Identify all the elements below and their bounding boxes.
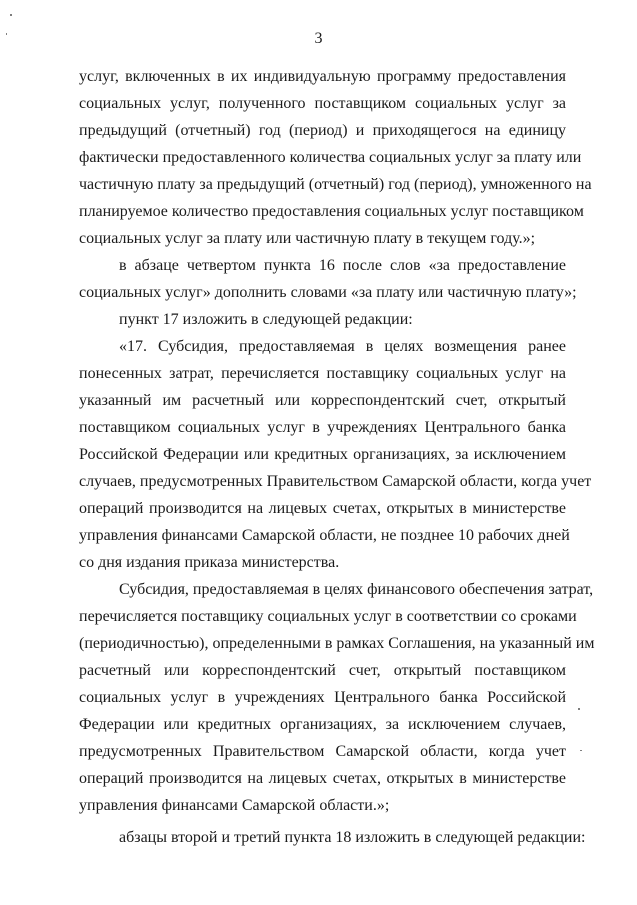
- page-number: 3: [314, 30, 323, 47]
- text-line: Федерации или кредитных организациях, за исключением случаев,: [79, 716, 566, 733]
- text-line: поставщиком социальных услуг в учреждениях Центрального банка: [79, 419, 566, 436]
- text-line: перечисляется поставщику социальных услуг в соответствии со сроками: [79, 608, 577, 625]
- text-line: социальных услуг, полученного поставщиком социальных услуг за: [79, 95, 566, 112]
- text-line: услуг, включенных в их индивидуальную программу предоставления: [79, 68, 566, 85]
- text-line: управления финансами Самарской области.»;: [79, 797, 390, 814]
- text-line: планируемое количество предоставления социальных услуг поставщиком: [79, 203, 584, 220]
- text-line: социальных услуг за плату или частичную плату в текущем году.»;: [79, 230, 536, 247]
- text-line: операций производится на лицевых счетах, открытых в министерстве: [79, 500, 566, 517]
- text-line: пункт 17 изложить в следующей редакции:: [119, 311, 413, 328]
- text-line: частичную плату за предыдущий (отчетный) год (период), умноженного на: [79, 176, 592, 193]
- text-line: (периодичностью), определенными в рамках Соглашения, на указанный им: [79, 635, 595, 652]
- text-line: социальных услуг» дополнить словами «за плату или частичную плату»;: [79, 284, 577, 301]
- text-line: в абзаце четвертом пункта 16 после слов «за предоставление: [119, 257, 566, 274]
- text-line: Российской Федерации или кредитных организациях, за исключением: [79, 446, 566, 463]
- scan-speck: [580, 750, 582, 751]
- text-line: случаев, предусмотренных Правительством Самарской области, когда учет: [79, 473, 592, 490]
- text-line: абзацы второй и третий пункта 18 изложить в следующей редакции:: [119, 829, 586, 846]
- scan-speck: [10, 14, 12, 16]
- scan-speck: [578, 708, 580, 710]
- text-line: фактически предоставленного количества социальных услуг за плату или: [79, 149, 582, 166]
- text-line: социальных услуг в учреждениях Центрального банка Российской: [79, 689, 566, 706]
- text-line: Субсидия, предоставляемая в целях финансового обеспечения затрат,: [119, 581, 594, 598]
- text-line: предыдущий (отчетный) год (период) и приходящегося на единицу: [79, 122, 566, 139]
- text-line: «17. Субсидия, предоставляемая в целях возмещения ранее: [119, 338, 566, 355]
- text-line: расчетный или корреспондентский счет, открытый поставщиком: [79, 662, 566, 679]
- text-line: понесенных затрат, перечисляется поставщику социальных услуг на: [79, 365, 566, 382]
- text-line: операций производится на лицевых счетах, открытых в министерстве: [79, 770, 566, 787]
- text-line: управления финансами Самарской области, не позднее 10 рабочих дней: [79, 527, 570, 544]
- scan-speck: [6, 33, 7, 35]
- text-line: указанный им расчетный или корреспондентский счет, открытый: [79, 392, 566, 409]
- text-line: со дня издания приказа министерства.: [79, 554, 340, 571]
- text-line: предусмотренных Правительством Самарской области, когда учет: [79, 743, 566, 760]
